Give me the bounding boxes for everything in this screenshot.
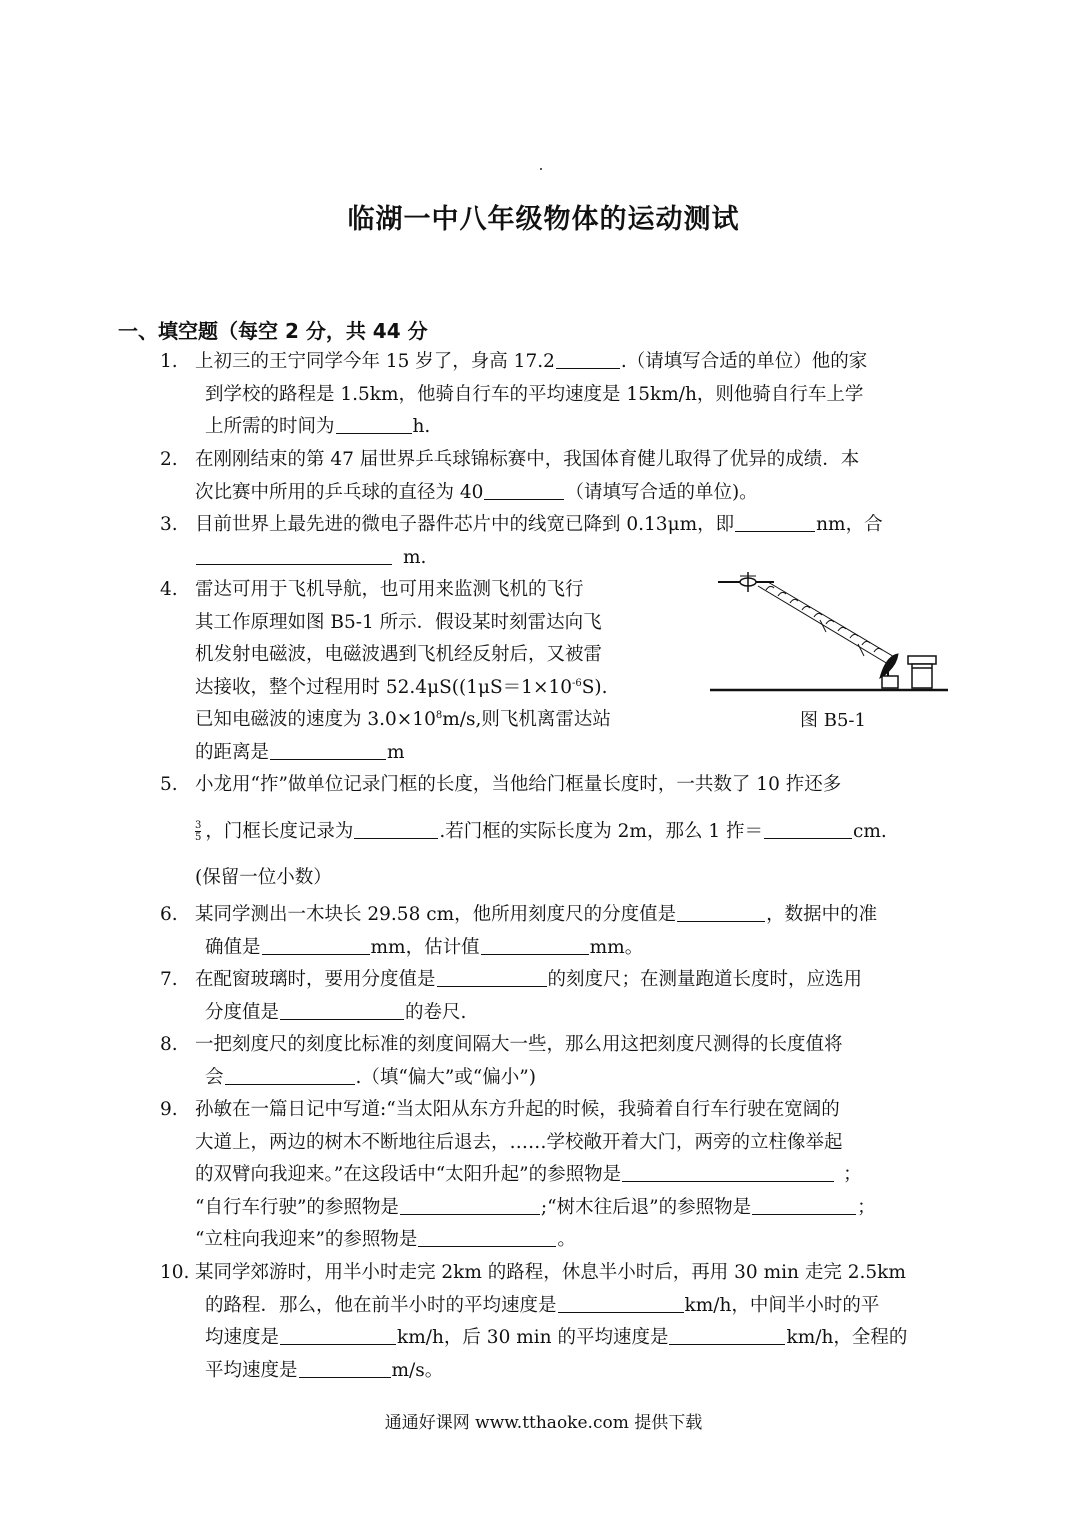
radar-figure bbox=[708, 568, 952, 708]
question-line: 已知电磁波的速度为 $3.0\times 10^8m/s$,则飞机离雷达站 bbox=[195, 709, 611, 730]
fraction: $\frac{3}{5}$ bbox=[195, 820, 202, 843]
question-line: 在配窗玻璃时，要用分度值是 的刻度尺；在测量跑道长度时，应选用 bbox=[195, 964, 1005, 997]
answer-blank[interactable] bbox=[622, 1161, 834, 1182]
question-line: “立柱向我迎来”的参照物是 。 bbox=[195, 1224, 1005, 1257]
question-number: 8. bbox=[160, 1034, 178, 1055]
question-7 bbox=[160, 964, 970, 1029]
question-2 bbox=[160, 444, 970, 509]
answer-blank[interactable] bbox=[669, 1324, 785, 1345]
question-line: $\frac{3}{5}$ ，门框长度记录为 .若门框的实际长度为 2m，那么 1 拃＝ cm. bbox=[195, 816, 1005, 849]
answer-blank[interactable] bbox=[299, 1357, 391, 1378]
answer-blank[interactable] bbox=[196, 544, 392, 565]
question-line: 上所需的时间为 h. bbox=[205, 411, 1015, 444]
question-line: (保留一位小数） bbox=[195, 867, 332, 888]
speck bbox=[540, 168, 542, 170]
question-line: 孙敏在一篇日记中写道:“当太阳从东方升起的时候，我骑着自行车行驶在宽阔的 bbox=[195, 1099, 840, 1120]
question-line: 次比赛中所用的乒乓球的直径为 40 （请填写合适的单位)。 bbox=[195, 477, 1005, 510]
question-line: 其工作原理如图 B5-1 所示．假设某时刻雷达向飞 bbox=[195, 611, 602, 633]
page-title: 临湖一中八年级物体的运动测试 bbox=[347, 204, 740, 235]
question-line: 一把刻度尺的刻度比标准的刻度间隔大一些，那么用这把刻度尺测得的长度值将 bbox=[195, 1034, 843, 1055]
question-number: 2. bbox=[160, 449, 178, 470]
answer-blank[interactable] bbox=[262, 934, 370, 955]
question-1 bbox=[160, 346, 970, 444]
question-line: “自行车行驶”的参照物是 ;“树木往后退”的参照物是 ； bbox=[195, 1192, 1005, 1225]
question-line: 某同学测出一木块长 29.58 cm，他所用刻度尺的分度值是 ，数据中的准 bbox=[195, 899, 1005, 932]
answer-blank[interactable] bbox=[418, 1226, 556, 1247]
question-line: m. bbox=[195, 542, 1005, 575]
question-number: 9. bbox=[160, 1099, 178, 1120]
answer-blank[interactable] bbox=[556, 348, 620, 369]
question-9 bbox=[160, 1094, 970, 1257]
section-heading: 一、填空题（每空 2 分，共 44 分 bbox=[118, 319, 428, 343]
question-4 bbox=[160, 574, 680, 769]
answer-blank[interactable] bbox=[280, 999, 404, 1020]
question-3 bbox=[160, 509, 970, 574]
question-number: 7. bbox=[160, 969, 178, 990]
answer-blank[interactable] bbox=[225, 1064, 355, 1085]
question-number: 3. bbox=[160, 514, 178, 535]
question-line: 小龙用“拃”做单位记录门框的长度，当他给门框量长度时，一共数了 10 拃还多 bbox=[195, 774, 842, 795]
question-number: 5. bbox=[160, 774, 178, 795]
question-line: 雷达可用于飞机导航，也可用来监测飞机的飞行 bbox=[195, 579, 584, 600]
answer-blank[interactable] bbox=[270, 739, 386, 760]
answer-blank[interactable] bbox=[437, 966, 547, 987]
airplane-icon bbox=[718, 572, 774, 592]
answer-blank[interactable] bbox=[400, 1194, 540, 1215]
question-number: 4. bbox=[160, 579, 178, 600]
answer-blank[interactable] bbox=[735, 511, 815, 532]
answer-blank[interactable] bbox=[354, 818, 438, 839]
question-8 bbox=[160, 1029, 970, 1094]
question-line: 分度值是 的卷尺. bbox=[205, 997, 1015, 1030]
question-line: 目前世界上最先进的微电子器件芯片中的线宽已降到 0.13μm，即 nm，合 bbox=[195, 509, 1005, 542]
question-line: 确值是 mm，估计值 mm。 bbox=[205, 932, 1015, 965]
figure-caption: 图 B5-1 bbox=[800, 710, 866, 731]
question-number: 1. bbox=[160, 351, 178, 372]
question-line: 到学校的路程是 1.5km，他骑自行车的平均速度是 15km/h，则他骑自行车上学 bbox=[205, 383, 864, 405]
radar-station-icon bbox=[908, 656, 936, 688]
answer-blank[interactable] bbox=[481, 934, 589, 955]
answer-blank[interactable] bbox=[752, 1194, 856, 1215]
question-line: 的距离是 m bbox=[195, 737, 715, 770]
question-line: 会 .（填“偏大”或“偏小”) bbox=[205, 1062, 1015, 1095]
question-number: 10. bbox=[160, 1262, 190, 1283]
question-line: 达接收，整个过程用时 $52.4\mu S((1\mu S=1\times 10^{-6}S)$. bbox=[195, 676, 608, 698]
question-line: 某同学郊游时，用半小时走完 2km 的路程，休息半小时后，再用 30 min 走完 2.5km bbox=[195, 1262, 906, 1283]
answer-blank[interactable] bbox=[280, 1324, 396, 1345]
footer-credit: 通通好课网 www.tthaoke.com 提供下载 bbox=[384, 1413, 703, 1433]
answer-blank[interactable] bbox=[764, 818, 852, 839]
answer-blank[interactable] bbox=[336, 413, 412, 434]
question-6 bbox=[160, 899, 970, 964]
question-10 bbox=[160, 1257, 970, 1387]
question-line: 在刚刚结束的第 47 届世界乒乓球锦标赛中，我国体育健儿取得了优异的成绩．本 bbox=[195, 449, 860, 470]
question-line: 上初三的王宁同学今年 15 岁了，身高 17.2 .（请填写合适的单位）他的家 bbox=[195, 346, 1005, 379]
wave-beam bbox=[758, 582, 896, 664]
radar-dish-icon bbox=[880, 654, 898, 688]
question-line: 机发射电磁波，电磁波遇到飞机经反射后，又被雷 bbox=[195, 644, 603, 665]
answer-blank[interactable] bbox=[484, 479, 564, 500]
answer-blank[interactable] bbox=[558, 1292, 684, 1313]
question-line: 的路程．那么，他在前半小时的平均速度是 km/h，中间半小时的平 bbox=[205, 1290, 1015, 1323]
question-5 bbox=[160, 769, 970, 895]
question-line: 平均速度是 m/s。 bbox=[205, 1355, 1015, 1388]
question-line: 均速度是 km/h，后 30 min 的平均速度是 km/h，全程的 bbox=[205, 1322, 1015, 1355]
question-number: 6. bbox=[160, 904, 178, 925]
answer-blank[interactable] bbox=[677, 901, 765, 922]
question-line: 的双臂向我迎来。”在这段话中“太阳升起”的参照物是 ； bbox=[195, 1159, 1005, 1192]
question-line: 大道上，两边的树木不断地往后退去，……学校敞开着大门，两旁的立柱像举起 bbox=[195, 1131, 843, 1153]
